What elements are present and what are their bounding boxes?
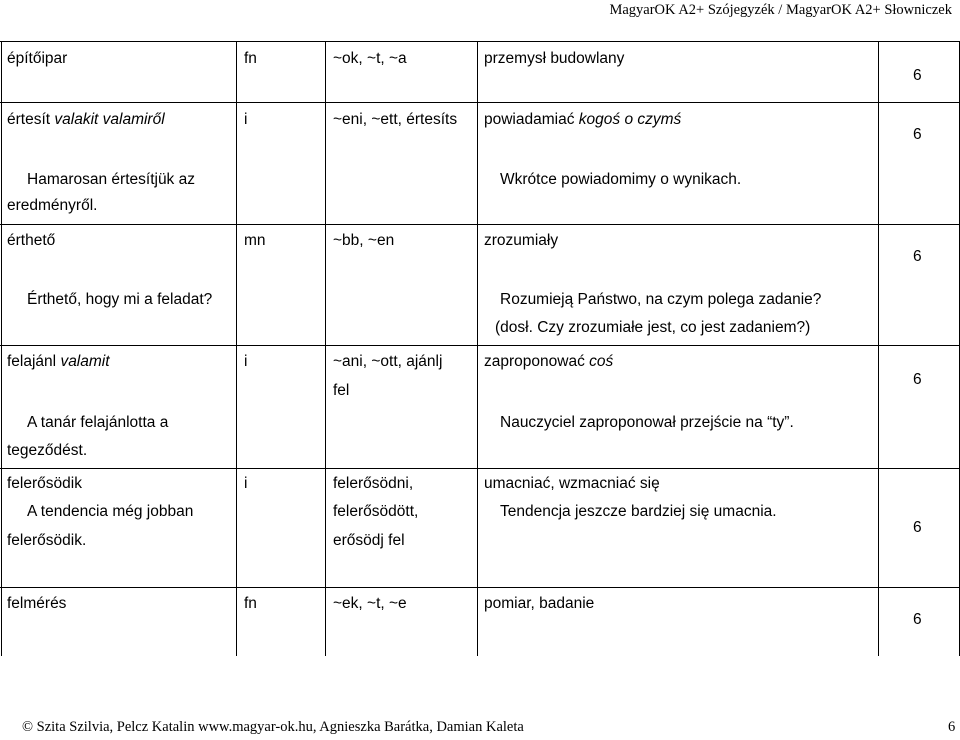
translation: zrozumiały [484,232,559,249]
lesson-number: 6 [913,371,922,388]
row-divider [0,41,960,42]
translation: pomiar, badanie [484,595,595,612]
example-pl: Wkrótce powiadomimy o wynikach. [500,171,742,188]
row-divider [0,345,960,346]
headword: értesít valakit valamiről [7,111,165,128]
inflection-forms: ~ek, ~t, ~e [333,595,407,612]
headword: építőipar [7,50,68,67]
headword-complement: valakit valamiről [54,111,165,128]
column-divider [1,41,2,656]
example-hu: A tendencia még jobban [27,503,194,520]
lesson-number: 6 [913,519,922,536]
part-of-speech: i [244,353,248,370]
example-hu: tegeződést. [7,442,88,459]
lesson-number: 6 [913,126,922,143]
translation: umacniać, wzmacniać się [484,475,660,492]
row-divider [0,468,960,469]
column-divider [878,41,879,656]
translation: powiadamiać kogoś o czymś [484,111,682,128]
headword: felmérés [7,595,67,612]
translation-complement: coś [589,353,614,370]
inflection-forms: ~eni, ~ett, értesíts [333,111,458,128]
page-footer [22,719,956,736]
row-divider [0,224,960,225]
headword: felerősödik [7,475,82,492]
example-hu: Hamarosan értesítjük az [27,171,195,188]
example-hu: Érthető, hogy mi a feladat? [27,291,213,308]
row-divider [0,102,960,103]
inflection-forms: fel [333,382,350,399]
headword-complement: valamit [60,353,110,370]
column-divider [325,41,326,656]
headword: érthető [7,232,56,249]
part-of-speech: fn [244,595,257,612]
inflection-forms: ~bb, ~en [333,232,395,249]
example-pl: (dosł. Czy zrozumiałe jest, co jest zadaniem?) [495,319,811,336]
inflection-forms: felerősödött, [333,503,419,520]
example-pl: Tendencja jeszcze bardziej się umacnia. [500,503,777,520]
lesson-number: 6 [913,67,922,84]
copyright-line: © Szita Szilvia, Pelcz Katalin www.magyar-ok.hu, Agnieszka Barátka, Damian Kaleta [22,719,524,735]
translation-complement: kogoś o czymś [578,111,682,128]
example-hu: A tanár felajánlotta a [27,414,169,431]
lesson-number: 6 [913,248,922,265]
running-header: MagyarOK A2+ Szójegyzék / MagyarOK A2+ Słowniczek [609,2,952,18]
inflection-forms: ~ani, ~ott, ajánlj [333,353,443,370]
translation: przemysł budowlany [484,50,625,67]
inflection-forms: felerősödni, [333,475,414,492]
part-of-speech: mn [244,232,266,249]
part-of-speech: fn [244,50,257,67]
example-pl: Rozumieją Państwo, na czym polega zadanie? [500,291,822,308]
example-pl: Nauczyciel zaproponował przejście na “ty”. [500,414,794,431]
row-divider [0,587,960,588]
inflection-forms: erősödj fel [333,532,405,549]
example-hu: felerősödik. [7,532,87,549]
inflection-forms: ~ok, ~t, ~a [333,50,407,67]
part-of-speech: i [244,475,248,492]
translation: zaproponować coś [484,353,614,370]
column-divider [236,41,237,656]
page-number: 6 [948,719,956,735]
example-hu: eredményről. [7,197,98,214]
lesson-number: 6 [913,611,922,628]
part-of-speech: i [244,111,248,128]
column-divider [477,41,478,656]
headword: felajánl valamit [7,353,110,370]
